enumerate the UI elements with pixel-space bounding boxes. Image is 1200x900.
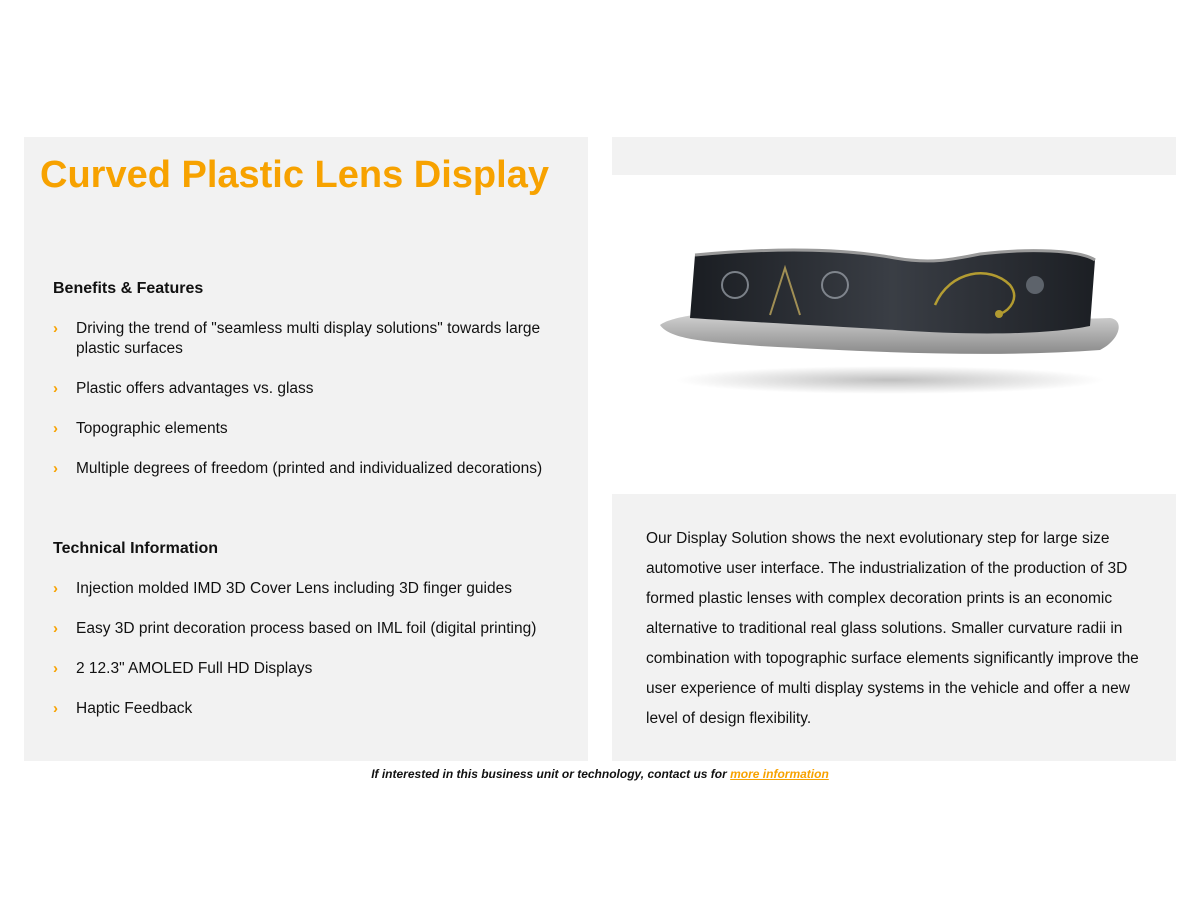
- list-item: › Injection molded IMD 3D Cover Lens including 3D finger guides: [53, 580, 512, 597]
- more-information-link[interactable]: more information: [730, 767, 829, 781]
- chevron-right-icon: ›: [53, 620, 58, 637]
- chevron-right-icon: ›: [53, 420, 58, 437]
- curved-display-image: [650, 230, 1130, 400]
- features-panel: [24, 137, 588, 761]
- technical-heading: Technical Information: [53, 540, 219, 557]
- image-header-strip: [612, 137, 1176, 175]
- page-title: Curved Plastic Lens Display: [40, 154, 549, 196]
- chevron-right-icon: ›: [53, 320, 58, 337]
- description-text: Our Display Solution shows the next evolutionary step for large size automotive user interface. The industrialization of the production of 3D formed plastic lenses with complex decoration prints is an economic alternative to traditional real glass solutions. Smaller curvature radii in combination with topographic surface elements significantly improve the user experience of multi display systems in the vehicle and offer a new level of design flexibility.: [646, 530, 1139, 727]
- technical-list: [53, 579, 583, 739]
- benefits-heading: Benefits & Features: [53, 280, 204, 297]
- chevron-right-icon: ›: [53, 700, 58, 717]
- footer-note: [0, 767, 1200, 781]
- benefits-list: [53, 319, 583, 499]
- chevron-right-icon: ›: [53, 580, 58, 597]
- chevron-right-icon: ›: [53, 380, 58, 397]
- description-panel: [612, 494, 1176, 761]
- footer-text: If interested in this business unit or technology, contact us for: [371, 767, 727, 781]
- list-item: › Multiple degrees of freedom (printed and individualized decorations): [53, 460, 543, 477]
- list-item: › Haptic Feedback: [53, 700, 193, 717]
- chevron-right-icon: ›: [53, 660, 58, 677]
- list-item: › 2 12.3" AMOLED Full HD Displays: [53, 660, 313, 677]
- list-item: › Topographic elements: [53, 420, 228, 437]
- list-item: › Driving the trend of "seamless multi display solutions" towards large plastic surfaces: [53, 320, 541, 357]
- chevron-right-icon: ›: [53, 460, 58, 477]
- list-item: › Easy 3D print decoration process based on IML foil (digital printing): [53, 620, 537, 637]
- list-item: › Plastic offers advantages vs. glass: [53, 380, 314, 397]
